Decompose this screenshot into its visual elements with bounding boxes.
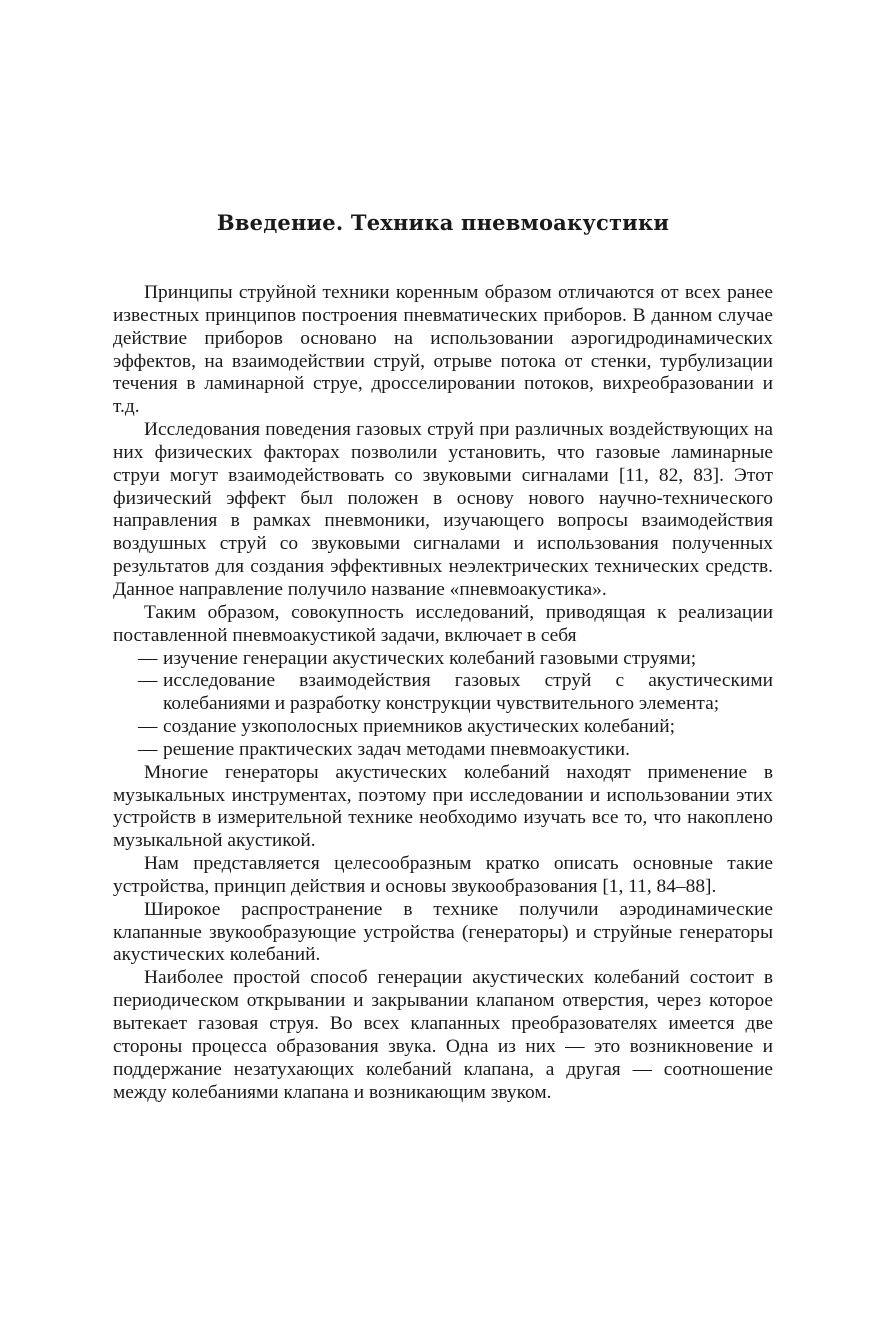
- chapter-title: Введение. Техника пневмоакустики: [216, 210, 670, 235]
- paragraph-generators: Широкое распространение в технике получили аэродинамические клапанные звукообразующие устройства (генераторы) и струйные генераторы акустических колебаний.: [113, 898, 773, 966]
- paragraph-summary: Таким образом, совокупность исследований, приводящая к реализации поставленной пневмоакустикой задачи, включает в себя: [113, 601, 773, 646]
- list-dash: —: [138, 670, 158, 692]
- paragraph-musical: Многие генераторы акустических колебаний находят применение в музыкальных инструментах, поэтому при исследовании и использовании этих устройств в измерительной технике необходимо изучать все то, что накоплено музыкальной акустикой.: [113, 761, 773, 852]
- list-item-text: решение практических задач методами пневмоакустики.: [163, 738, 630, 760]
- list-dash: —: [138, 716, 158, 738]
- list-item: [113, 716, 773, 739]
- paragraph-devices: Нам представляется целесообразным кратко описать основные такие устройства, принцип действия и основы звукообразования [1, 11, 84–88].: [113, 853, 773, 897]
- book-page: [113, 0, 773, 1330]
- paragraph-intro: Принципы струйной техники коренным образом отличаются от всех ранее известных принципов построения пневматических приборов. В данном случае действие приборов основано на использовании аэрогидродинамических эффектов, на взаимодействии струй, отрыве потока от стенки, турбулизации течения в ламинарной струе, дросселировании потоков, вихреобразовании и т.д.: [113, 282, 773, 418]
- list-item-text: исследование взаимодействия газовых струй с акустическими колебаниями и разработку конструкции чувствительного элемента;: [163, 670, 773, 715]
- list-item: [113, 670, 773, 716]
- list-item-text: создание узкополосных приемников акустических колебаний;: [163, 716, 676, 738]
- list-item-text: изучение генерации акустических колебаний газовыми струями;: [163, 647, 697, 669]
- list-dash: —: [138, 738, 158, 760]
- task-list: [113, 648, 773, 762]
- list-dash: —: [138, 647, 158, 669]
- list-item: [113, 648, 773, 671]
- paragraph-research: Исследования поведения газовых струй при различных воздействующих на них физических факторах позволили установить, что газовые ламинарные струи могут взаимодействовать со звуковыми сигналами [11, 82, 83]. Этот физический эффект был положен в основу нового научно-технического направления в рамках пневмоники, изучающего вопросы взаимодействия воздушных струй со звуковыми сигналами и использования полученных результатов для создания эффективных неэлектрических технических средств. Данное направление получило название «пневмоакустика».: [113, 419, 773, 600]
- list-item: [113, 739, 773, 762]
- paragraph-valve: Наиболее простой способ генерации акустических колебаний состоит в периодическом открывании и закрывании клапаном отверстия, через которое вытекает газовая струя. Во всех клапанных преобразователях имеется две стороны процесса образования звука. Одна из них — это возникновение и поддержание незатухающих колебаний клапана, а другая — соотношение между колебаниями клапана и возникающим звуком.: [113, 967, 773, 1103]
- body-text: [113, 282, 773, 1104]
